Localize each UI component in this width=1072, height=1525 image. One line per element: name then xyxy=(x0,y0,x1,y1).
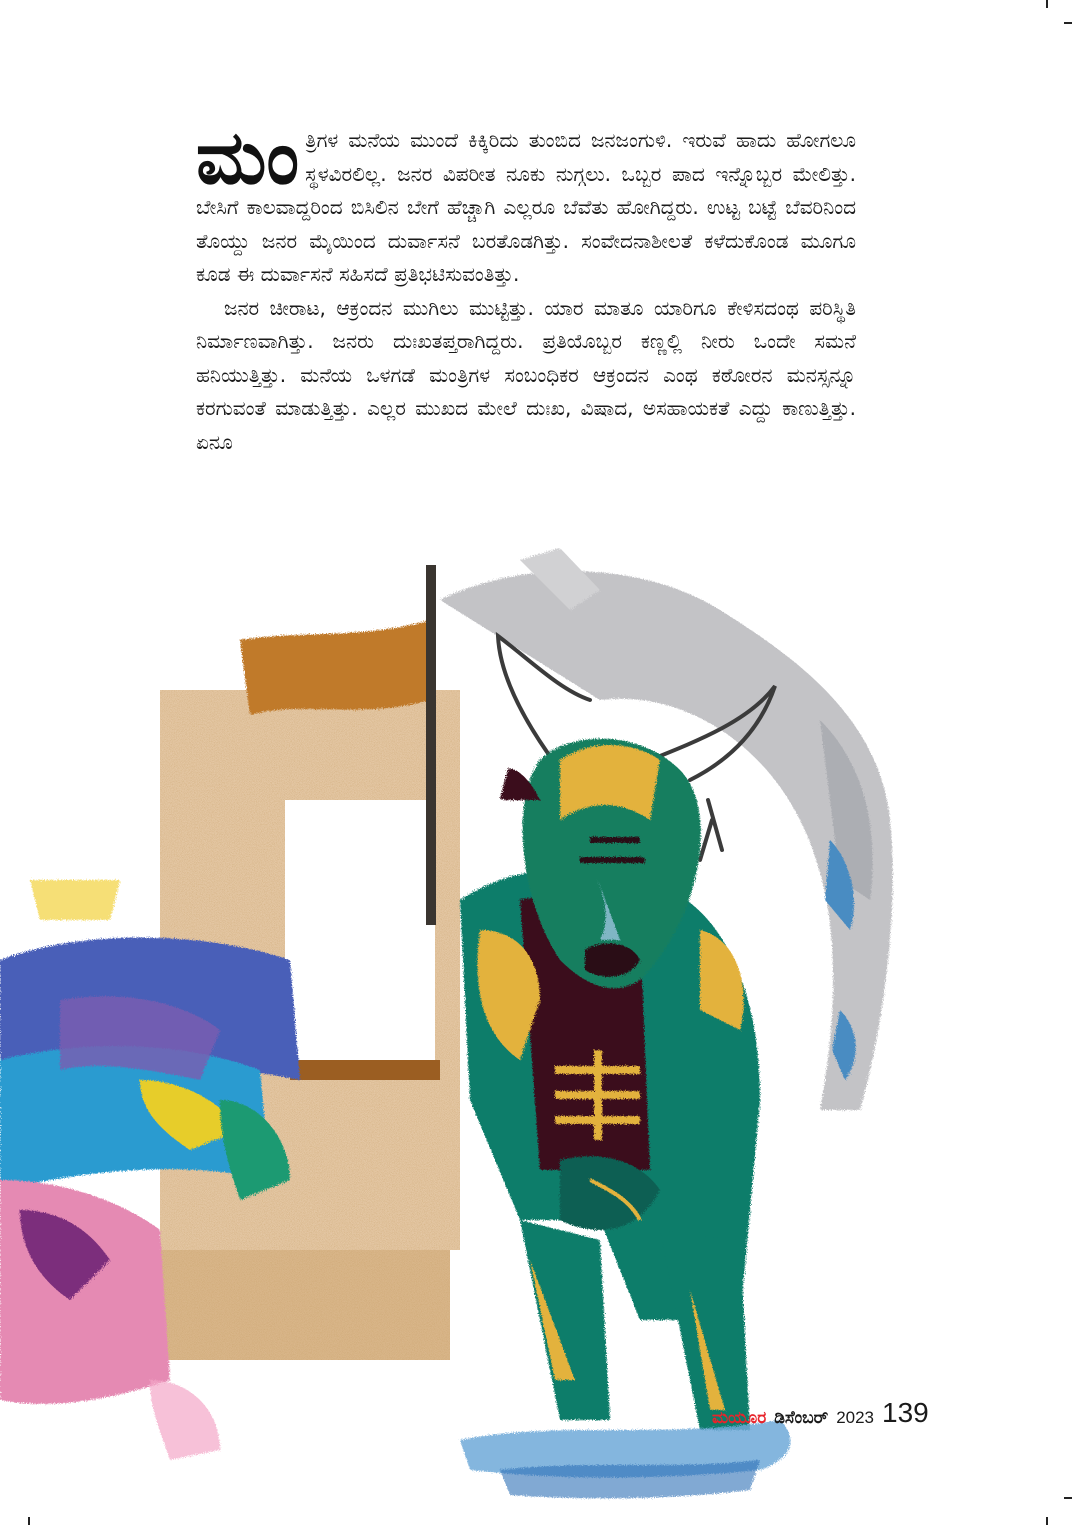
page-footer xyxy=(712,1392,962,1428)
paragraph-1-text: ತ್ರಿಗಳ ಮನೆಯ ಮುಂದೆ ಕಿಕ್ಕಿರಿದು ತುಂಬಿದ ಜನಜಂಗುಳಿ. ಇರುವೆ ಹಾದು ಹೋಗಲೂ ಸ್ಥಳವಿರಲಿಲ್ಲ. ಜನರ ವಿಪರೀತ ನೂಕು ನುಗ್ಗಲು. ಒಬ್ಬರ ಪಾದ ಇನ್ನೊಬ್ಬರ ಮೇಲಿತ್ತು. ಬೇಸಿಗೆ ಕಾಲವಾದ್ದರಿಂದ ಬಿಸಿಲಿನ ಬೇಗೆ ಹೆಚ್ಚಾಗಿ ಎಲ್ಲರೂ ಬೆವೆತು ಹೋಗಿದ್ದರು. ಉಟ್ಟ ಬಟ್ಟೆ ಬೆವರಿನಿಂದ ತೊಯ್ದು ಜನರ ಮೈಯಿಂದ ದುರ್ವಾಸನೆ ಬರತೊಡಗಿತ್ತು. ಸಂವೇದನಾಶೀಲತೆ ಕಳೆದುಕೊಂಡ ಮೂಗೂ ಕೂಡ ಈ ದುರ್ವಾಸನೆ ಸಹಿಸದೆ ಪ್ರತಿಭಟಿಸುವಂತಿತ್ತು. xyxy=(196,128,856,286)
abstract-wash xyxy=(0,880,300,1460)
paragraph-1 xyxy=(196,115,856,292)
issue-month: ಡಿಸೆಂಬರ್ xyxy=(774,1408,829,1428)
magazine-logo: ಮಯೂರ xyxy=(712,1408,767,1428)
crop-mark-right-upper xyxy=(1064,22,1072,24)
issue-year: 2023 xyxy=(836,1408,875,1427)
story-illustration xyxy=(0,548,1072,1525)
page-number: 139 xyxy=(882,1397,929,1428)
article-body xyxy=(196,115,856,459)
crop-mark-top-right xyxy=(1046,0,1048,8)
drop-cap: ಮಂ xyxy=(196,115,300,201)
water xyxy=(460,1420,790,1498)
seated-figure xyxy=(460,739,760,1430)
paragraph-2: ಜನರ ಚೀರಾಟ, ಆಕ್ರಂದನ ಮುಗಿಲು ಮುಟ್ಟಿತ್ತು. ಯಾರ ಮಾತೂ ಯಾರಿಗೂ ಕೇಳಿಸದಂಥ ಪರಿಸ್ಥಿತಿ ನಿರ್ಮಾಣವಾಗಿತ್ತು. ಜನರು ದುಃಖತಪ್ತರಾಗಿದ್ದರು. ಪ್ರತಿಯೊಬ್ಬರ ಕಣ್ಣಲ್ಲಿ ನೀರು ಒಂದೇ ಸಮನೆ ಹನಿಯುತ್ತಿತ್ತು. ಮನೆಯ ಒಳಗಡೆ ಮಂತ್ರಿಗಳ ಸಂಬಂಧಿಕರ ಆಕ್ರಂದನ ಎಂಥ ಕಠೋರನ ಮನಸ್ಸನ್ನೂ ಕರಗುವಂತೆ ಮಾಡುತ್ತಿತ್ತು. ಎಲ್ಲರ ಮುಖದ ಮೇಲೆ ದುಃಖ, ವಿಷಾದ, ಅಸಹಾಯಕತೆ ಎದ್ದು ಕಾಣುತ್ತಿತ್ತು. ಏನೂ xyxy=(196,295,856,454)
